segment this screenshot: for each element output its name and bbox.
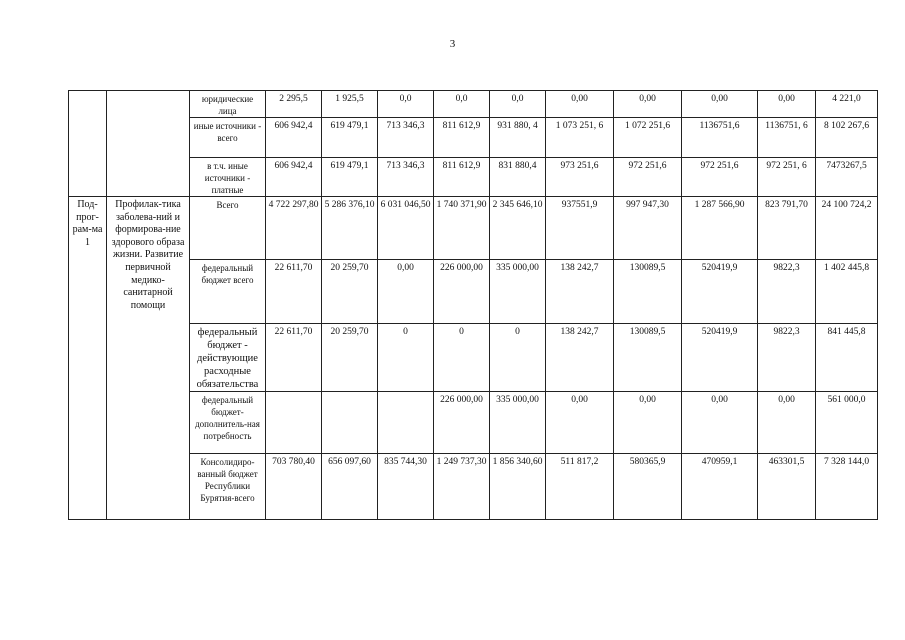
value-cell: 1 287 566,90 <box>682 197 758 260</box>
value-cell: 619 479,1 <box>322 158 378 197</box>
value-cell: 811 612,9 <box>434 118 490 158</box>
value-cell <box>378 392 434 454</box>
value-cell: 130089,5 <box>614 260 682 324</box>
value-cell: 811 612,9 <box>434 158 490 197</box>
value-cell: 335 000,00 <box>490 392 546 454</box>
value-cell: 9822,3 <box>758 260 816 324</box>
budget-table <box>68 90 878 520</box>
value-cell: 972 251,6 <box>614 158 682 197</box>
funding-source: в т.ч. иные источники - платные <box>190 158 266 197</box>
value-cell: 0,00 <box>758 91 816 118</box>
value-cell: 0,00 <box>546 392 614 454</box>
value-cell: 823 791,70 <box>758 197 816 260</box>
value-cell: 972 251, 6 <box>758 158 816 197</box>
table-row <box>69 392 878 454</box>
value-cell: 4 221,0 <box>816 91 878 118</box>
funding-source: Всего <box>190 197 266 260</box>
value-cell: 335 000,00 <box>490 260 546 324</box>
value-cell: 0,0 <box>434 91 490 118</box>
value-cell: 0,00 <box>614 392 682 454</box>
table-row <box>69 324 878 392</box>
value-cell: 0,0 <box>378 91 434 118</box>
value-cell: 580365,9 <box>614 454 682 520</box>
funding-source: юридические лица <box>190 91 266 118</box>
value-cell: 7473267,5 <box>816 158 878 197</box>
value-cell: 470959,1 <box>682 454 758 520</box>
value-cell: 0,00 <box>614 91 682 118</box>
value-cell: 20 259,70 <box>322 260 378 324</box>
value-cell: 606 942,4 <box>266 158 322 197</box>
value-cell: 2 295,5 <box>266 91 322 118</box>
value-cell: 1 073 251, 6 <box>546 118 614 158</box>
table-row <box>69 118 878 158</box>
page-number: 3 <box>449 38 456 50</box>
value-cell: 1 249 737,30 <box>434 454 490 520</box>
value-cell: 0 <box>434 324 490 392</box>
value-cell: 606 942,4 <box>266 118 322 158</box>
value-cell <box>322 392 378 454</box>
value-cell: 22 611,70 <box>266 324 322 392</box>
value-cell: 1136751,6 <box>682 118 758 158</box>
value-cell: 138 242,7 <box>546 324 614 392</box>
table-row <box>69 91 878 118</box>
value-cell: 22 611,70 <box>266 260 322 324</box>
value-cell: 0,00 <box>682 91 758 118</box>
table-row <box>69 197 878 260</box>
value-cell: 1 925,5 <box>322 91 378 118</box>
value-cell: 0,00 <box>758 392 816 454</box>
subprogram-label: Под-прог-рам-ма 1 <box>69 197 107 520</box>
value-cell: 4 722 297,80 <box>266 197 322 260</box>
value-cell: 1136751, 6 <box>758 118 816 158</box>
value-cell: 0,00 <box>378 260 434 324</box>
value-cell: 20 259,70 <box>322 324 378 392</box>
empty-label-cell <box>69 91 107 197</box>
value-cell: 713 346,3 <box>378 158 434 197</box>
subprogram-name: Профилак-тика заболева-ний и формирова-ние здорового образа жизни. Развитие первичной медико-санитарной помощи <box>107 197 190 520</box>
value-cell: 0 <box>490 324 546 392</box>
value-cell: 931 880, 4 <box>490 118 546 158</box>
value-cell: 0,00 <box>546 91 614 118</box>
value-cell: 8 102 267,6 <box>816 118 878 158</box>
value-cell: 6 031 046,50 <box>378 197 434 260</box>
value-cell <box>266 392 322 454</box>
funding-source: иные источники - всего <box>190 118 266 158</box>
value-cell: 703 780,40 <box>266 454 322 520</box>
value-cell: 0,0 <box>490 91 546 118</box>
value-cell: 226 000,00 <box>434 260 490 324</box>
value-cell: 5 286 376,10 <box>322 197 378 260</box>
value-cell: 997 947,30 <box>614 197 682 260</box>
value-cell: 841 445,8 <box>816 324 878 392</box>
value-cell: 24 100 724,2 <box>816 197 878 260</box>
value-cell: 831 880,4 <box>490 158 546 197</box>
table-row <box>69 158 878 197</box>
value-cell: 1 740 371,90 <box>434 197 490 260</box>
funding-source: федеральный бюджет всего <box>190 260 266 324</box>
value-cell: 511 817,2 <box>546 454 614 520</box>
funding-source: федеральный бюджет - действующие расходные обязательства <box>190 324 266 392</box>
value-cell: 7 328 144,0 <box>816 454 878 520</box>
table-row <box>69 260 878 324</box>
value-cell: 226 000,00 <box>434 392 490 454</box>
value-cell: 1 072 251,6 <box>614 118 682 158</box>
funding-source: Консолидиро-ванный бюджет Республики Бурятия-всего <box>190 454 266 520</box>
value-cell: 835 744,30 <box>378 454 434 520</box>
value-cell: 130089,5 <box>614 324 682 392</box>
funding-source: федеральный бюджет-дополнитель-ная потребность <box>190 392 266 454</box>
value-cell: 713 346,3 <box>378 118 434 158</box>
value-cell: 937551,9 <box>546 197 614 260</box>
value-cell: 520419,9 <box>682 260 758 324</box>
value-cell: 561 000,0 <box>816 392 878 454</box>
value-cell: 656 097,60 <box>322 454 378 520</box>
value-cell: 138 242,7 <box>546 260 614 324</box>
table-row <box>69 454 878 520</box>
value-cell: 520419,9 <box>682 324 758 392</box>
value-cell: 973 251,6 <box>546 158 614 197</box>
value-cell: 9822,3 <box>758 324 816 392</box>
value-cell: 0,00 <box>682 392 758 454</box>
value-cell: 0 <box>378 324 434 392</box>
value-cell: 1 402 445,8 <box>816 260 878 324</box>
value-cell: 2 345 646,10 <box>490 197 546 260</box>
value-cell: 1 856 340,60 <box>490 454 546 520</box>
value-cell: 972 251,6 <box>682 158 758 197</box>
value-cell: 619 479,1 <box>322 118 378 158</box>
value-cell: 463301,5 <box>758 454 816 520</box>
empty-name-cell <box>107 91 190 197</box>
